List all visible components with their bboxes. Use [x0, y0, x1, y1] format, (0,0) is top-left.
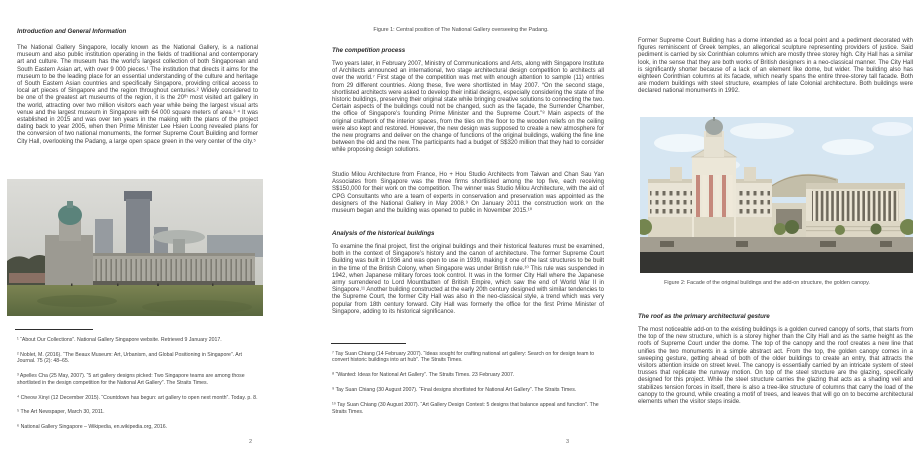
competition-paragraph-1: Two years later, in February 2007, Ministry of Communications and Arts, along with Singapore Institute of Architects announced an international, two stage architectural design competition to architects all over the world.⁷ First stage of the competition was met with enough attention to sample (11) entries from 29 different countries. Along these, five were shortlisted in May 2007. “On the second stage, shortlisted architects were asked to develop their initial designs, especially considering the state of the historic buildings, preserving their original state while bringing creative solutions to connecting the two. Certain aspects of the buildings could not be changed, such as the façade, the Surrender Chamber, the office of Singapore’s founding Prime Minister and the Supreme Court.”⁸ Main aspects of the original craftwork of the interior spaces, from the tiles on the floor to the wooden reliefs on the ceiling were also kept and restored. However, the new design was supposed to create a new atmosphere for the new programs and deliver on the change of functions of the original buildings, walking the fine line between the old and the new. The participants had a budget of S$320 million that they had to consider while proposing design solutions.: [332, 61, 604, 154]
competition-paragraph-2: Studio Milou Architecture from France, Ho + Hou Studio Architects from Taiwan and Chan Sau Yan Associates from Singapore was the three firms shortlisted among the top five, each receiving S$150,000 for their work on the competition. The winner was Studio Milou Architecture, with the aid of CPG Consultants who are a team of experts in conservation and preservation was appointed as the designers of the National Gallery in May 2008.⁹ On January 2011 the construction work on the museum began and the building was opened to public in November 2015.¹⁰: [332, 172, 604, 215]
page1-intro-paragraph: The National Gallery Singapore, locally known as the National Gallery, is a national museum and also public institution operating in the fields of traditional and contemporary art and culture. The museum has the world’s largest collection of both Singaporean and South Eastern Asian art, with over 9 000 pieces.¹ The institution that directs it aims for the museum to be the leading place for an essential understanding of the culture and heritage of South Eastern Asian countries and specifically Singapore, providing critical access to local art pieces of Singapore and the region throughout centuries.² Widely considered to be one of the greatest art museums of the region, it is the 20ᵗʰ most visited art gallery in the world, attracting over two million visitors each year while being the largest visual arts venue and the largest museum in Singapore with 64 000 square meters of area.³ ⁴ It was established in 2015 and was over ten years in the making with the plans of the project dating back to year 2005, when then Prime Minister Lee Hsien Loong revealed plans for the conversion of two national monuments, the former Supreme Court Building and former City Hall, overlooking the Padang, a large open space green in the very center of the city.⁵: [17, 45, 258, 145]
figure2-elevation-rendering: [640, 117, 913, 273]
figure1-caption: Figure 1: Central position of The National Gallery overseeing the Padang.: [373, 27, 549, 33]
competition-process-heading: The competition process: [332, 47, 406, 55]
page2-footnotes: [332, 351, 600, 423]
analysis-heading: Analysis of the historical buildings: [332, 230, 435, 238]
figure1-photo-graphic: [7, 179, 263, 316]
footnote: ³ Apelles Cha (25 May, 2007). “5 art gallery designs picked: Two Singapore teams are among those shortlisted in the design competition for the National Art Gallery”. The Straits Times.: [17, 373, 245, 386]
footnote: ⁹ Tay Suan Chiang (30 August 2007). “Final designs shortlisted for National Art Gallery”. The Straits Times.: [332, 387, 577, 394]
footnote: ⁷ Tay Suan Chiang (14 February 2007). “Ideas sought for crafting national art gallery: Search on for design team to convert historic buildings into art hub”. The Straits Times.: [332, 351, 595, 364]
footnote: ⁶ National Gallery Singapore – Wikipedia, en.wikipedia.org, 2016.: [17, 424, 168, 431]
analysis-paragraph: To examine the final project, first the original buildings and their historical features must be examined, both in the context of Singapore’s history and the canon of architecture. The former Supreme Court Building was built in 1936 and was open to use in 1939, making it one of the last structures to be built in the time of the British Colony, when Singapore was under British rule.¹⁰ This rule was suspended in 1942, when Japanese military forces took control. It was in the former City Hall where the Japanese army surrendered to Lord Mountbatten of British Empire, which saw the end of World War II in Singapore.¹¹ Another building constructed at the early 20th century designed with similar tendencies to the Supreme Court, the former City Hall was also in the neo-classical style, a trend which was very popular from 18th century forward. City Hall was formerly the office for the first Prime Minister of Singapore, adding to its historical significance.: [332, 244, 604, 315]
page-1: [0, 0, 307, 468]
page1-section-heading: Introduction and General Information: [17, 28, 127, 36]
page-3: [613, 0, 920, 468]
figure1-photo-national-gallery-padang: [7, 179, 263, 316]
elevation-street-base: [640, 237, 913, 273]
figure2-elevation-graphic: [640, 117, 913, 273]
footnote: ¹⁰ Tay Suan Chiang (30 August 2007). “Art Gallery Design Contest: 5 designs that balance appeal and function”. The Straits Times.: [332, 402, 599, 415]
roof-gesture-heading: The roof as the primary architectural gesture: [638, 313, 770, 321]
footnote: ⁸ “Wanted: Ideas for National Art Gallery”. The Straits Times. 23 February 2007.: [332, 372, 515, 379]
figure2-caption: Figure 2: Facade of the original buildings and the add-on structure, the golden canopy.: [664, 280, 870, 286]
elevation-dome: [704, 117, 724, 157]
facade-paragraph: Former Supreme Court Building has a dome intended as a focal point and a pediment decorated with figures reminiscent of Greek temples, an allegorical sculpture representing providers of justice. Said pediment is carried by six Corinthian columns which are mostly three storey high. City Hall has a similar look, in the sense that they are both works of British designers in a neo-classical manner. The City Hall is significantly shorter because of a lack of an element like dome, but wider. The building also has eighteen Corinthian columns at its facade, which nearly spans the entire three-storey tall facade. Both are modern buildings with steel structure, examples of late Colonial architecture. Both buildings were declared national monuments in 1992.: [638, 38, 913, 95]
roof-gesture-paragraph: The most noticeable add-on to the existing buildings is a golden curved canopy of sorts, that starts from the top of the new structure, which is a storey higher than the City Hall and as the same height as the roofs of Supreme Court under the dome. The top of the canopy and the roof creates a new line that unifies the two monuments in a simple abstract act. From the top, the golden canopy comes in a sweeping gesture, getting ahead of both of the older buildings to create an entry, that attracts the visitors attention inside on street level. The canopy is essentially carried by an intricate system of steel trusses that replicate the runway motion. On top of the steel structure are the glazing, specifically designed for this project. While the steel structure carries the glazing that acts as a shading veil and stabilizes tension forces in itself, there is also a tree-like structure of columns that carry the load of the canopy to the ground, while creating a motif of trees, and leaves that will go on to become architectural elements when the visitor steps inside.: [638, 327, 913, 406]
page1-footnote-separator: [15, 329, 93, 330]
elevation-city-hall: [806, 183, 905, 237]
photo-lawn: [7, 284, 263, 317]
page2-number: 3: [566, 439, 570, 445]
footnote: ⁴ Cheow Xinyi (12 December 2015). “Countdown has begun: art gallery to open next month”. Today. p. 8.: [17, 394, 258, 401]
footnote: ² Noblet, M. (2016). “The Beaux Museum: Art, Urbanism, and Global Positioning in Singapore”. Art Journal. 75 (2): 48–65.: [17, 351, 242, 365]
page2-footnote-separator: [331, 343, 406, 344]
footnote: ¹ “About Our Collections”. National Gallery Singapore website. Retrieved 9 January 2017.: [17, 337, 222, 343]
page1-number: 2: [249, 439, 253, 445]
footnote: ⁵ The Art Newspaper, March 30, 2011.: [17, 409, 105, 416]
page1-footnotes: [17, 337, 260, 439]
page-2: [307, 0, 614, 468]
